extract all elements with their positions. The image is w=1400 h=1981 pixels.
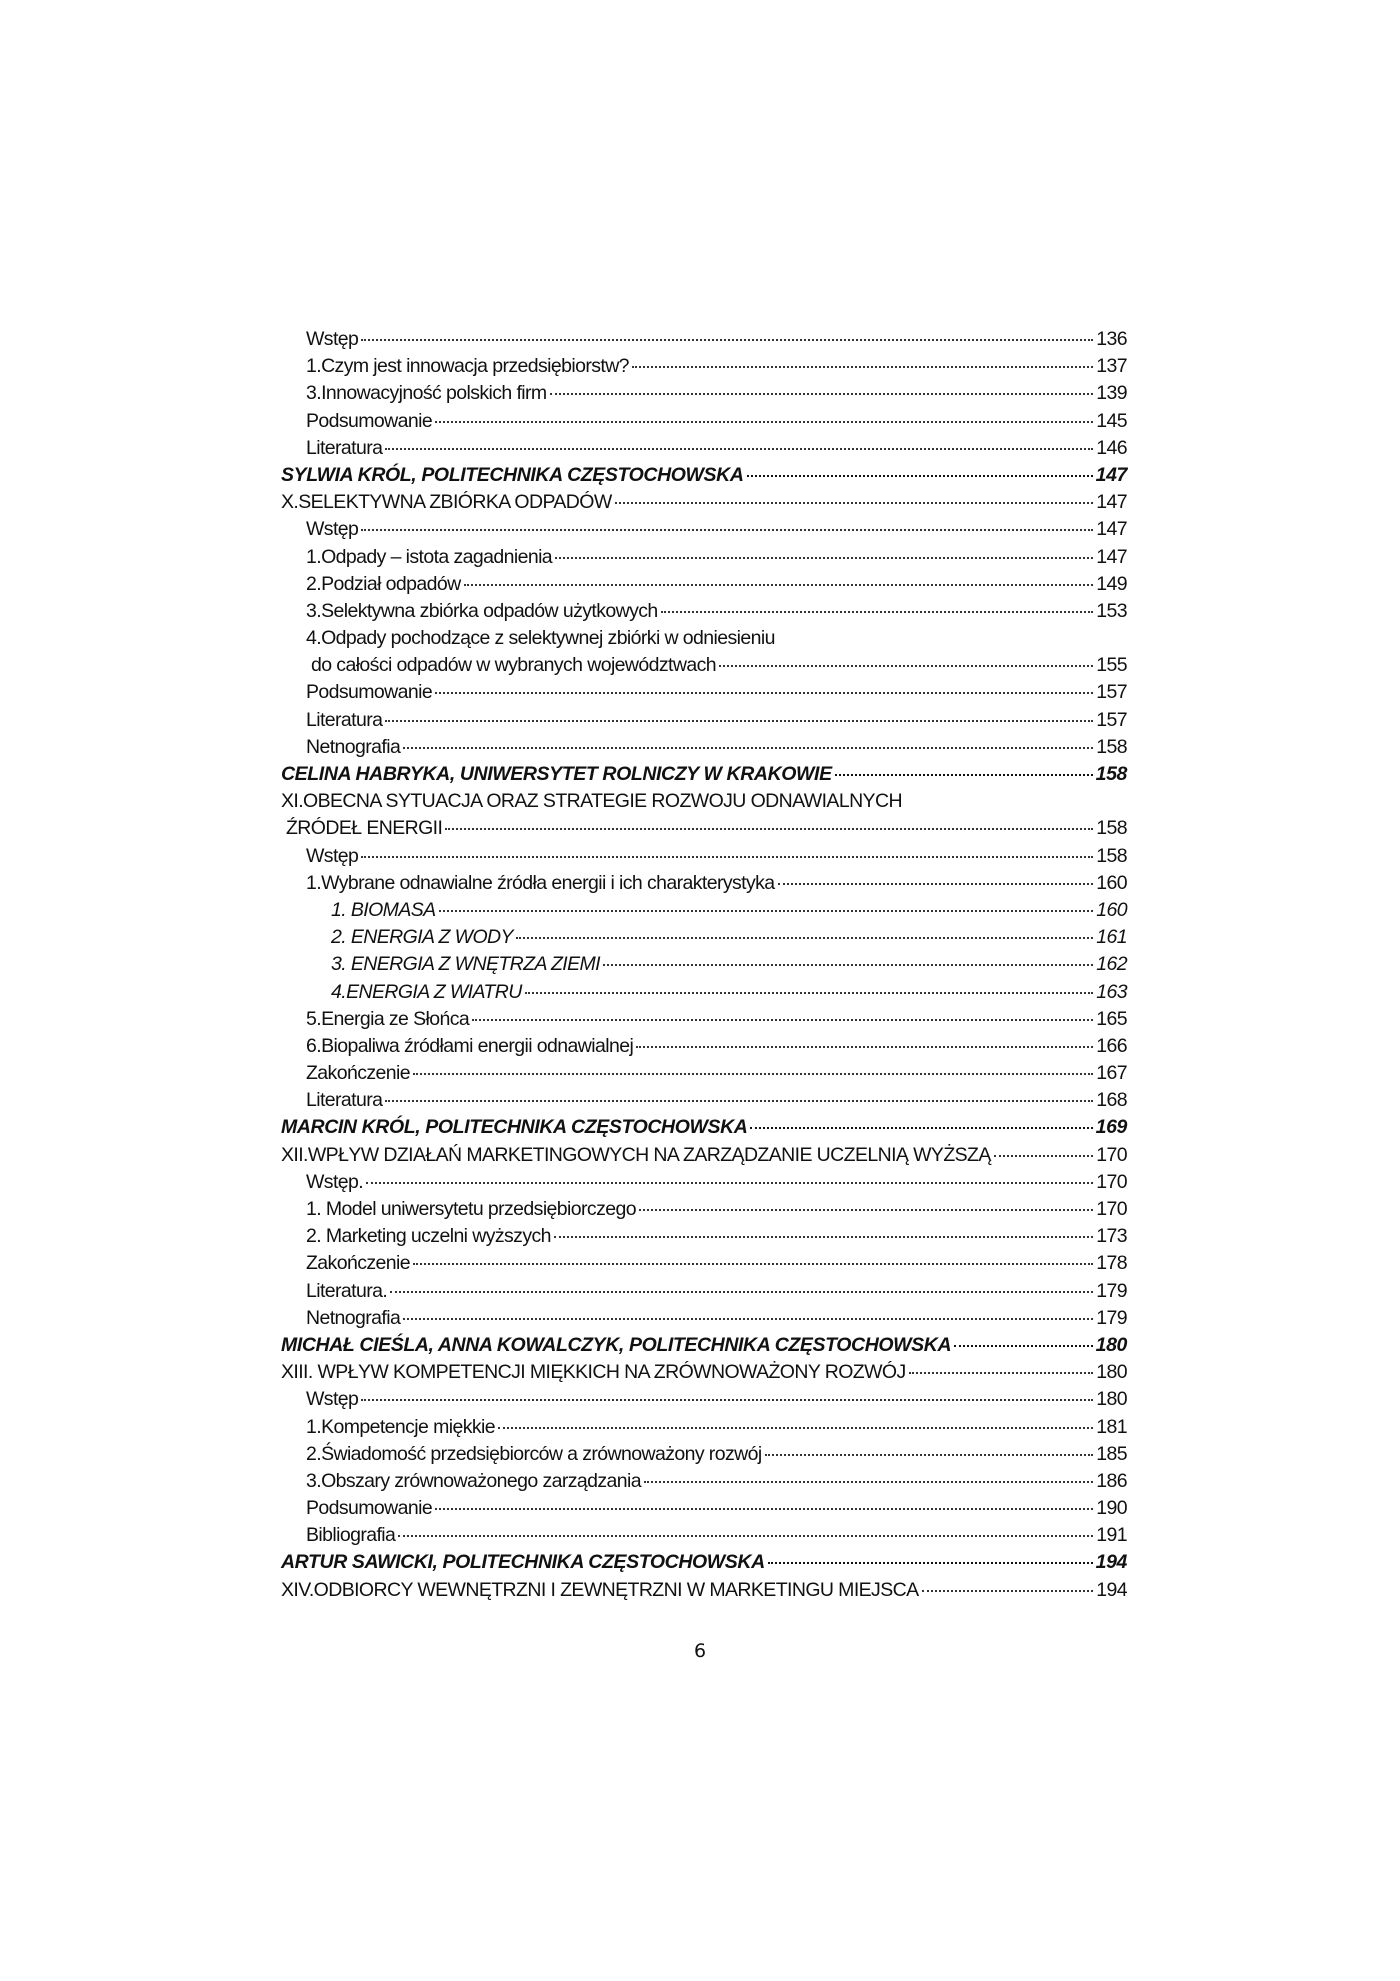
toc-entry-page: 163 — [1096, 980, 1127, 1003]
toc-entry-page: 170 — [1096, 1143, 1127, 1166]
toc-entry — [281, 1386, 1127, 1413]
toc-entry-title: do całości odpadów w wybranych województwach — [311, 654, 716, 677]
toc-entry — [281, 435, 1127, 462]
toc-entry-page: 145 — [1096, 409, 1127, 432]
toc-entry — [281, 1441, 1127, 1468]
dot-leader — [632, 365, 1093, 368]
toc-entry-page: 162 — [1096, 953, 1127, 976]
toc-entry-title: 1. Model uniwersytetu przedsiębiorczego — [306, 1198, 636, 1220]
toc-entry — [281, 571, 1127, 598]
toc-entry — [281, 489, 1127, 516]
toc-entry — [281, 679, 1127, 706]
page-number: 6 — [693, 1640, 707, 1662]
toc-entry — [281, 1006, 1127, 1033]
dot-leader — [439, 909, 1094, 912]
dot-leader — [464, 583, 1094, 586]
toc-entry-title: 3.Obszary zrównoważonego zarządzania — [306, 1469, 642, 1492]
toc-entry-title: Wstęp — [306, 328, 359, 350]
toc-entry-title: Podsumowanie — [306, 409, 433, 432]
dot-leader — [361, 1398, 1093, 1401]
dot-leader — [498, 1426, 1093, 1429]
toc-entry-title: Netnografia — [306, 735, 401, 758]
dot-leader — [835, 773, 1093, 776]
toc-entry-title: Wstęp — [306, 1388, 359, 1411]
toc-entry-title: ARTUR SAWICKI, POLITECHNIKA CZĘSTOCHOWSKA — [281, 1551, 765, 1574]
dot-leader — [385, 1099, 1093, 1102]
dot-leader — [554, 1235, 1093, 1238]
toc-entry-title: Literatura — [306, 1089, 383, 1112]
toc-entry — [281, 625, 1127, 652]
dot-leader — [361, 528, 1093, 531]
toc-entry-page: 166 — [1096, 1034, 1127, 1057]
toc-entry — [281, 979, 1127, 1006]
toc-entry-page: 149 — [1096, 572, 1127, 595]
dot-leader — [403, 1317, 1093, 1320]
dot-leader — [747, 474, 1093, 477]
toc-entry — [281, 1169, 1127, 1196]
toc-entry-page: 179 — [1096, 1279, 1127, 1302]
dot-leader — [390, 1290, 1093, 1293]
dot-leader — [954, 1344, 1093, 1347]
toc-entry-page: 186 — [1096, 1469, 1127, 1492]
dot-leader — [636, 1045, 1093, 1048]
toc-entry-title: MARCIN KRÓL, POLITECHNIKA CZĘSTOCHOWSKA — [281, 1116, 748, 1139]
toc-entry-title: 4.ENERGIA Z WIATRU — [331, 980, 522, 1003]
table-of-contents — [281, 326, 1127, 1604]
toc-entry — [281, 1414, 1127, 1441]
toc-entry — [281, 707, 1127, 734]
toc-author-entry — [281, 462, 1127, 489]
toc-entry — [281, 1522, 1127, 1549]
toc-entry-page: 137 — [1096, 355, 1127, 378]
toc-entry-page: 147 — [1096, 518, 1127, 541]
toc-entry-page: 179 — [1096, 1306, 1127, 1329]
toc-entry-page: 158 — [1096, 844, 1127, 867]
toc-entry-page: 167 — [1096, 1062, 1127, 1085]
toc-entry-title: Zakończenie — [306, 1062, 410, 1085]
toc-entry-title: Literatura — [306, 436, 383, 459]
toc-entry-title: MICHAŁ CIEŚLA, ANNA KOWALCZYK, POLITECHNIKA CZĘSTOCHOWSKA — [281, 1333, 952, 1356]
dot-leader — [403, 746, 1093, 749]
toc-entry — [281, 516, 1127, 543]
dot-leader — [615, 501, 1094, 504]
toc-entry — [281, 1495, 1127, 1522]
toc-entry-page: 168 — [1096, 1089, 1127, 1112]
toc-entry-title: Podsumowanie — [306, 1497, 433, 1520]
toc-entry-page: 185 — [1096, 1442, 1127, 1465]
dot-leader — [922, 1589, 1094, 1592]
toc-entry-page: 157 — [1096, 708, 1127, 731]
toc-entry-page: 136 — [1096, 328, 1127, 350]
dot-leader — [361, 338, 1093, 341]
toc-entry-page: 194 — [1095, 1551, 1127, 1574]
toc-entry-page: 160 — [1096, 898, 1127, 921]
toc-entry-page: 180 — [1096, 1361, 1127, 1384]
toc-entry — [281, 870, 1127, 897]
toc-entry-page: 173 — [1096, 1225, 1127, 1248]
toc-entry — [281, 408, 1127, 435]
dot-leader — [435, 420, 1093, 423]
toc-entry-title: 4.Odpady pochodzące z selektywnej zbiórki w odniesieniu — [306, 627, 775, 650]
toc-entry-page: 158 — [1096, 817, 1127, 840]
dot-leader — [435, 691, 1093, 694]
toc-entry — [281, 734, 1127, 761]
toc-entry-title: 2. Marketing uczelni wyższych — [306, 1225, 551, 1248]
dot-leader — [909, 1371, 1094, 1374]
toc-entry-title: 1.Odpady – istota zagadnienia — [306, 545, 553, 568]
toc-entry-title: 2.Podział odpadów — [306, 572, 461, 595]
toc-entry-page: 180 — [1095, 1333, 1127, 1356]
dot-leader — [413, 1262, 1093, 1265]
toc-entry-title: CELINA HABRYKA, UNIWERSYTET ROLNICZY W KRAKOWIE — [281, 763, 832, 785]
toc-entry-page: 153 — [1096, 599, 1127, 622]
toc-entry-title: SYLWIA KRÓL, POLITECHNIKA CZĘSTOCHOWSKA — [281, 463, 744, 486]
dot-leader — [445, 827, 1093, 830]
toc-entry — [281, 652, 1127, 679]
toc-entry-title: XIV.ODBIORCY WEWNĘTRZNI I ZEWNĘTRZNI W MARKETINGU MIEJSCA — [281, 1578, 919, 1601]
toc-entry-title: 3.Selektywna zbiórka odpadów użytkowych — [306, 599, 658, 622]
toc-entry — [281, 1142, 1127, 1169]
toc-author-entry — [281, 1114, 1127, 1141]
toc-entry-title: 3. ENERGIA Z WNĘTRZA ZIEMI — [331, 953, 600, 976]
dot-leader — [555, 556, 1093, 559]
dot-leader — [366, 1181, 1093, 1184]
toc-entry-page: 191 — [1096, 1524, 1127, 1547]
toc-entry — [281, 326, 1127, 353]
dot-leader — [385, 447, 1093, 450]
dot-leader — [644, 1480, 1093, 1483]
toc-author-entry — [281, 1332, 1127, 1359]
dot-leader — [550, 392, 1094, 395]
toc-entry — [281, 843, 1127, 870]
toc-entry-page: 194 — [1096, 1578, 1127, 1601]
toc-entry — [281, 1060, 1127, 1087]
toc-entry-title: 1. BIOMASA — [331, 898, 436, 921]
toc-entry-page: 169 — [1095, 1116, 1127, 1139]
toc-entry — [281, 1196, 1127, 1223]
dot-leader — [516, 936, 1093, 939]
dot-leader — [639, 1208, 1093, 1211]
toc-entry-title: 1.Wybrane odnawialne źródła energii i ich charakterystyka — [306, 871, 775, 894]
toc-entry — [281, 1250, 1127, 1277]
toc-entry-title: Wstęp. — [306, 1170, 364, 1193]
dot-leader — [385, 719, 1093, 722]
toc-author-entry — [281, 1549, 1127, 1576]
dot-leader — [413, 1072, 1093, 1075]
toc-entry-page: 157 — [1096, 681, 1127, 704]
toc-entry — [281, 815, 1127, 842]
toc-entry-page: 147 — [1095, 463, 1127, 486]
toc-entry-title: X.SELEKTYWNA ZBIÓRKA ODPADÓW — [281, 491, 612, 514]
toc-entry — [281, 1468, 1127, 1495]
dot-leader — [750, 1126, 1092, 1129]
dot-leader — [361, 855, 1093, 858]
toc-entry — [281, 380, 1127, 407]
toc-entry — [281, 1359, 1127, 1386]
toc-entry-page: 180 — [1096, 1388, 1127, 1411]
toc-entry — [281, 353, 1127, 380]
toc-entry-title: 3.Innowacyjność polskich firm — [306, 382, 547, 405]
dot-leader — [994, 1154, 1093, 1157]
toc-entry-title: XII.WPŁYW DZIAŁAŃ MARKETINGOWYCH NA ZARZĄDZANIE UCZELNIĄ WYŻSZĄ — [281, 1143, 991, 1166]
toc-entry-page: 147 — [1096, 545, 1127, 568]
toc-author-entry — [281, 761, 1127, 788]
dot-leader — [525, 991, 1094, 994]
toc-entry-title: Bibliografia — [306, 1524, 396, 1547]
toc-entry-title: Literatura — [306, 708, 383, 731]
toc-entry-title: Podsumowanie — [306, 681, 433, 704]
toc-entry — [281, 1033, 1127, 1060]
toc-entry-page: 146 — [1096, 436, 1127, 459]
dot-leader — [661, 610, 1094, 613]
toc-entry-title: 1.Czym jest innowacja przedsiębiorstw? — [306, 355, 629, 378]
dot-leader — [768, 1561, 1093, 1564]
toc-entry-title: 2. ENERGIA Z WODY — [331, 926, 513, 949]
dot-leader — [719, 664, 1093, 667]
toc-entry-title: 2.Świadomość przedsiębiorców a zrównoważony rozwój — [306, 1442, 762, 1465]
toc-entry — [281, 1223, 1127, 1250]
toc-entry-title: Netnografia — [306, 1306, 401, 1329]
toc-entry-page: 155 — [1096, 654, 1127, 677]
toc-entry — [281, 1305, 1127, 1332]
toc-entry — [281, 544, 1127, 571]
toc-entry — [281, 1278, 1127, 1305]
toc-entry-title: Zakończenie — [306, 1252, 410, 1275]
toc-entry-page: 181 — [1096, 1415, 1127, 1438]
toc-entry-page: 178 — [1096, 1252, 1127, 1275]
toc-entry-page: 158 — [1096, 735, 1127, 758]
toc-entry-title: 6.Biopaliwa źródłami energii odnawialnej — [306, 1034, 634, 1057]
toc-entry-title: ŹRÓDEŁ ENERGII — [286, 817, 443, 840]
toc-entry-title: Literatura. — [306, 1279, 388, 1302]
toc-entry — [281, 1087, 1127, 1114]
toc-entry-page: 170 — [1096, 1170, 1127, 1193]
toc-entry-page: 158 — [1095, 763, 1127, 785]
toc-entry-page: 147 — [1096, 491, 1127, 514]
toc-entry-page: 160 — [1096, 871, 1127, 894]
dot-leader — [435, 1507, 1093, 1510]
toc-entry — [281, 897, 1127, 924]
dot-leader — [472, 1018, 1093, 1021]
dot-leader — [778, 882, 1094, 885]
toc-entry-page: 170 — [1096, 1198, 1127, 1220]
toc-entry — [281, 1577, 1127, 1604]
toc-entry-title: XI.OBECNA SYTUACJA ORAZ STRATEGIE ROZWOJU ODNAWIALNYCH — [281, 790, 902, 813]
toc-entry — [281, 598, 1127, 625]
toc-entry — [281, 788, 1127, 815]
toc-entry-title: XIII. WPŁYW KOMPETENCJI MIĘKKICH NA ZRÓWNOWAŻONY ROZWÓJ — [281, 1361, 906, 1384]
toc-entry-page: 190 — [1096, 1497, 1127, 1520]
toc-entry-title: 5.Energia ze Słońca — [306, 1007, 470, 1030]
dot-leader — [603, 963, 1093, 966]
dot-leader — [765, 1453, 1094, 1456]
dot-leader — [398, 1534, 1093, 1537]
toc-entry-page: 161 — [1096, 926, 1127, 949]
toc-entry-title: Wstęp — [306, 844, 359, 867]
toc-entry-title: Wstęp — [306, 518, 359, 541]
toc-entry-title: 1.Kompetencje miękkie — [306, 1415, 495, 1438]
toc-entry-page: 165 — [1096, 1007, 1127, 1030]
toc-entry — [281, 951, 1127, 978]
toc-entry-page: 139 — [1096, 382, 1127, 405]
toc-entry — [281, 924, 1127, 951]
